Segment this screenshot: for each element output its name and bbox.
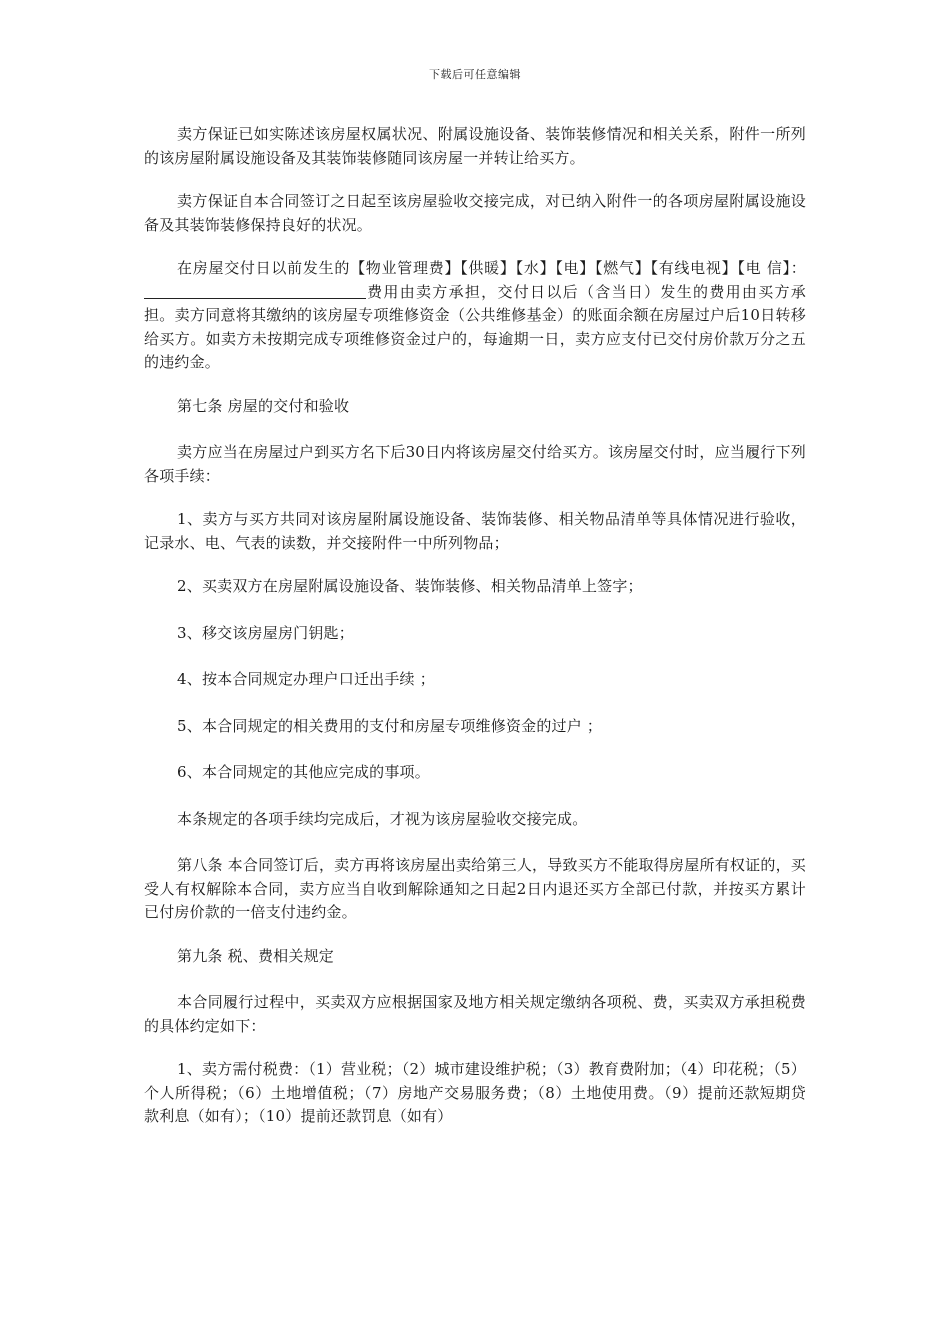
paragraph-seller-maintenance: 卖方保证自本合同签订之日起至该房屋验收交接完成，对已纳入附件一的各项房屋附属设施设备及其装饰装修保持良好的状况。 <box>144 192 806 234</box>
article-7-item-4: 4、按本合同规定办理户口迁出手续 ； <box>177 670 435 688</box>
article-9-item-1: 1、卖方需付税费：（1）营业税；（2）城市建设维护税；（3）教育费附加；（4）印花税；（5）个人所得税；（6）土地增值税；（7）房地产交易服务费；（8）土地使用费。（9）提前还款短期贷款利息（如有）；（10）提前还款罚息（如有） <box>144 1060 806 1125</box>
article-9-title: 第九条 税、费相关规定 <box>177 946 334 965</box>
paragraph-seller-guarantee: 卖方保证已如实陈述该房屋权属状况、附属设施设备、装饰装修情况和相关关系，附件一所列的该房屋附属设施设备及其装饰装修随同该房屋一并转让给买方。 <box>144 125 806 167</box>
fees-blank-field[interactable] <box>144 283 366 299</box>
article-7-item-1: 1、卖方与买方共同对该房屋附属设施设备、装饰装修、相关物品清单等具体情况进行验收，记录水、电、气表的读数，并交接附件一中所列物品； <box>144 510 806 552</box>
paragraph-fees <box>144 257 806 375</box>
document-body <box>144 123 806 1149</box>
article-7-intro: 卖方应当在房屋过户到买方名下后30日内将该房屋交付给买方。该房屋交付时，应当履行下列各项手续： <box>144 443 806 485</box>
article-8: 第八条 本合同签订后，卖方再将该房屋出卖给第三人，导致买方不能取得房屋所有权证的，买受人有权解除本合同，卖方应当自收到解除通知之日起2日内退还买方全部已付款，并按买方累计已付房价款的一倍支付违约金。 <box>144 856 806 921</box>
article-7-title: 第七条 房屋的交付和验收 <box>177 396 350 415</box>
article-7-item-2: 2、买卖双方在房屋附属设施设备、装饰装修、相关物品清单上签字； <box>177 577 643 595</box>
fees-text-before: 在房屋交付日以前发生的【物业管理费】【供暖】【水】【电】【燃气】【有线电视】【电 信】： <box>177 259 806 277</box>
article-7-close: 本条规定的各项手续均完成后，才视为该房屋验收交接完成。 <box>177 809 588 828</box>
article-7-item-3: 3、移交该房屋房门钥匙； <box>177 623 354 642</box>
article-7-item-6: 6、本合同规定的其他应完成的事项。 <box>177 763 430 781</box>
page-header-note: 下载后可任意编辑 <box>429 68 521 81</box>
article-9-intro: 本合同履行过程中，买卖双方应根据国家及地方相关规定缴纳各项税、费，买卖双方承担税费的具体约定如下： <box>144 993 806 1035</box>
fees-text-after: 费用由卖方承担，交付日以后（含当日）发生的费用由买方承担。卖方同意将其缴纳的该房屋专项维修资金（公共维修基金）的账面余额在房屋过户后10日转移给买方。如卖方未按期完成专项维修资金过户的，每逾期一日，卖方应支付已交付房价款万分之五的违约金。 <box>144 282 806 371</box>
article-7-item-5: 5、本合同规定的相关费用的支付和房屋专项维修资金的过户 ； <box>177 716 603 735</box>
